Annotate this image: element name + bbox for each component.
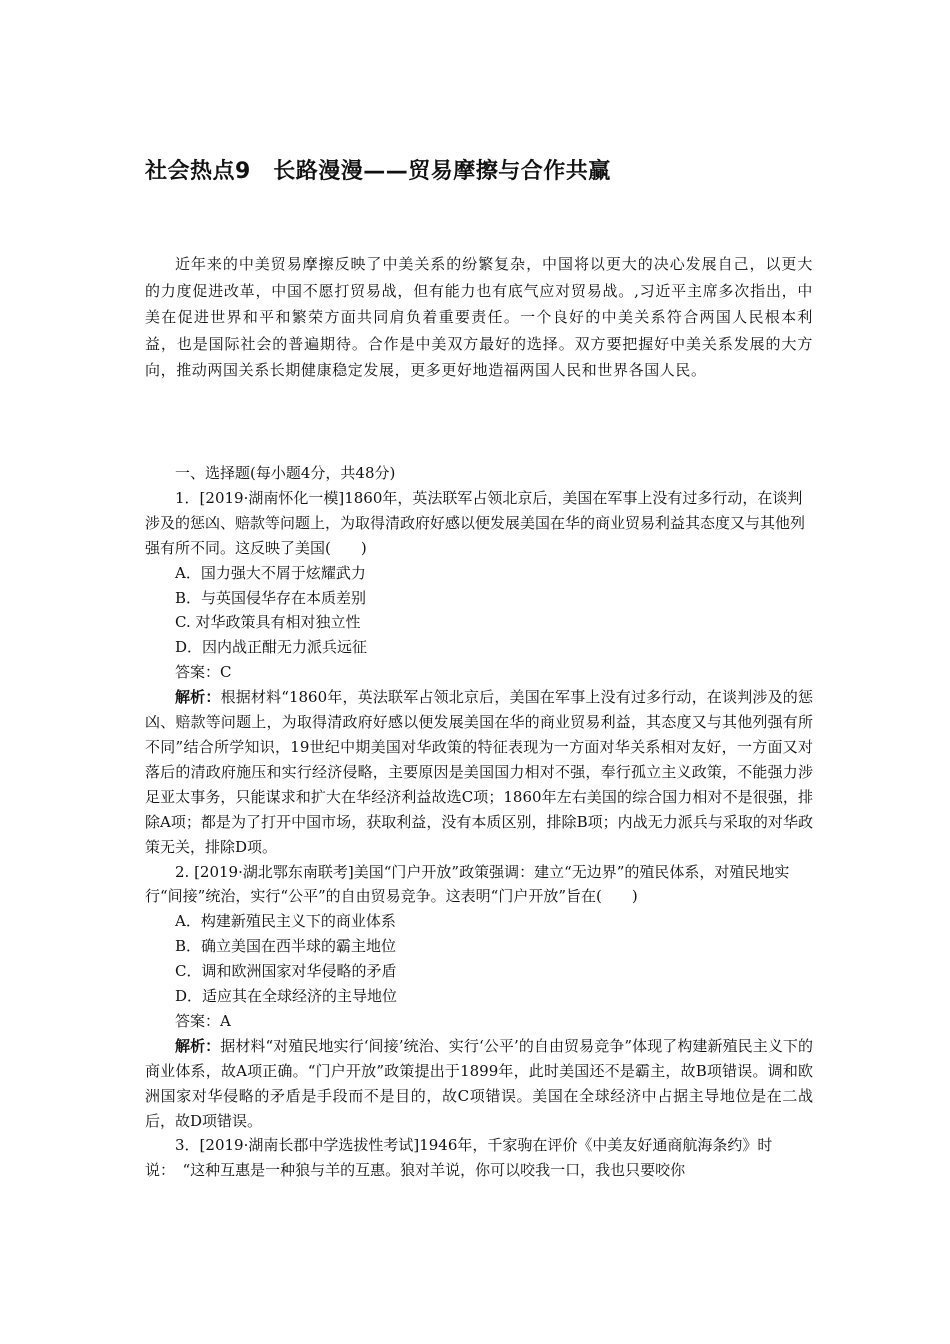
section-heading: 一、选择题(每小题4分，共48分)	[175, 464, 396, 482]
intro-paragraph: 近年来的中美贸易摩擦反映了中美关系的纷繁复杂，中国将以更大的决心发展自己，以更大的力度促进改革，中国不愿打贸易战，但有能力也有底气应对贸易战。,习近平主席多次指出，中美在促进世界和平和繁荣方面共同肩负着重要责任。一个良好的中美关系符合两国人民根本利益，也是国际社会的普遍期待。合作是中美双方最好的选择。双方要把握好中美关系发展的大方向，推动两国关系长期健康稳定发展，更多更好地造福两国人民和世界各国人民。	[145, 255, 813, 379]
question-stem: 2. [2019·湖北鄂东南联考]美国“门户开放”政策强调：建立“无边界”的殖民体系，对殖民地实行“间接”统治，实行“公平”的自由贸易竞争。这表明“门户开放”旨在( )	[145, 862, 790, 906]
question-section	[145, 461, 813, 1183]
option-d: D．因内战正酣无力派兵远征	[175, 638, 368, 657]
option-b: B．确立美国在西半球的霸主地位	[175, 937, 397, 956]
question-stem: 3．[2019·湖南长郡中学选拔性考试]1946年，千家驹在评价《中美友好通商航海条约》时说： “这种互惠是一种狼与羊的互惠。狼对羊说，你可以咬我一口，我也只要咬你	[145, 1136, 773, 1180]
answer-line	[145, 1009, 813, 1034]
option-d: D．适应其在全球经济的主导地位	[175, 987, 398, 1006]
option-c: C．调和欧洲国家对华侵略的矛盾	[175, 962, 397, 981]
analysis-label: 解析：	[175, 1036, 221, 1055]
analysis-text: 根据材料“1860年，英法联军占领北京后，美国在军事上没有过多行动，在谈判涉及的惩凶、赔款等问题上，为取得清政府好感以便发展美国在华的商业贸易利益，其态度又与其他列强有所不同”结合所学知识，19世纪中期美国对华政策的特征表现为一方面对华关系相对友好，一方面又对落后的清政府施压和实行经济侵略，主要原因是美国国力相对不强，奉行孤立主义政策，不能强力涉足亚太事务，只能谋求和扩大在华经济利益故选C项；1860年左右美国的综合国力相对不是很强，排除A项；都是为了打开中国市场，获取利益，没有本质区别，排除B项；内战无力派兵与采取的对华政策无关，排除D项。	[145, 688, 813, 856]
analysis-paragraph	[145, 1034, 813, 1134]
option-b: B．与英国侵华存在本质差别	[175, 588, 367, 607]
analysis-text: 据材料“对殖民地实行‘间接’统治、实行‘公平’的自由贸易竞争”体现了构建新殖民主义下的商业体系，故A项正确。“门户开放”政策提出于1899年，此时美国还不是霸主，故B项错误。调和欧洲国家对华侵略的矛盾是手段而不是目的，故C项错误。美国在全球经济中占据主导地位是在二战后，故D项错误。	[145, 1036, 813, 1130]
option-a: A．构建新殖民主义下的商业体系	[175, 912, 396, 931]
answer-value: C	[220, 663, 232, 682]
answer-line	[145, 660, 813, 685]
option-c: C. 对华政策具有相对独立性	[175, 613, 361, 632]
answer-label: 答案：	[175, 663, 221, 682]
page-title: 社会热点9 长路漫漫——贸易摩擦与合作共赢	[145, 159, 611, 184]
answer-label: 答案：	[175, 1011, 221, 1030]
question-stem: 1．[2019·湖南怀化一模]1860年，英法联军占领北京后，美国在军事上没有过多行动，在谈判涉及的惩凶、赔款等问题上，为取得清政府好感以便发展美国在华的商业贸易利益其态度又与其他列强有所不同。这反映了美国( )	[145, 488, 806, 557]
option-a: A．国力强大不屑于炫耀武力	[175, 563, 366, 582]
analysis-label: 解析：	[175, 688, 221, 707]
answer-value: A	[220, 1011, 231, 1030]
analysis-paragraph	[145, 685, 813, 859]
